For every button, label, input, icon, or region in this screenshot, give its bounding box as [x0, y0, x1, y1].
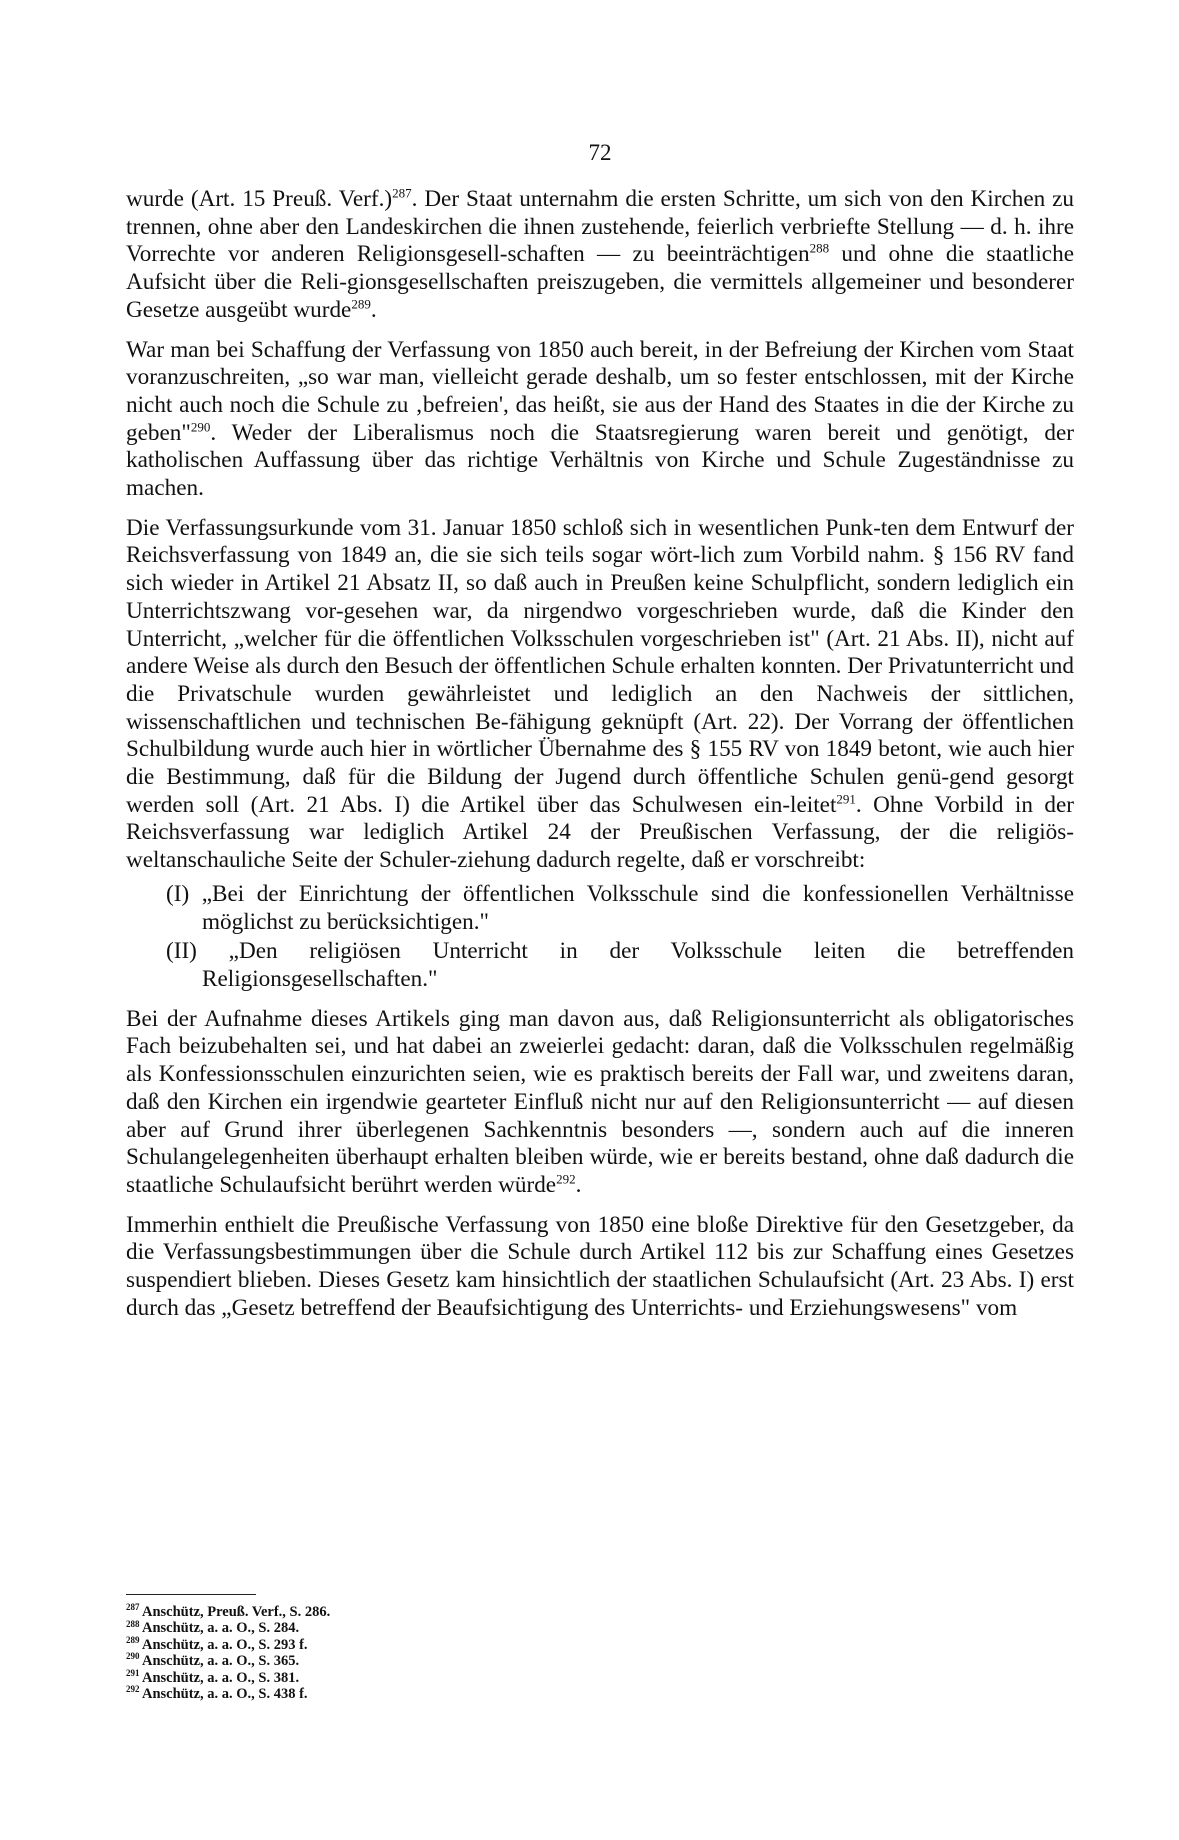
footnote-292: 292 Anschütz, a. a. O., S. 438 f. — [126, 1684, 308, 1703]
quote-article-24-1: (I) „Bei der Einrichtung der öffentlichen Volksschule sind die konfessionellen Verhältnisse möglichst zu berücksichtigen." — [166, 880, 1074, 935]
p1-text-a: wurde (Art. 15 Preuß. Verf.) — [126, 186, 393, 212]
footnotes — [126, 1604, 726, 1702]
p3-text-b: . Ohne Vorbild in der Reichsverfassung war lediglich Artikel 24 der Preußischen Verfassung, der die religiös-weltanschauliche Seite der Schuler-ziehung dadurch regelte, daß er vorschreibt: — [126, 791, 1074, 874]
page-number: 72 — [588, 140, 612, 165]
article-quote — [166, 881, 1074, 994]
page-body — [126, 140, 1074, 1334]
p1-text-d: . — [370, 296, 377, 323]
footnote-288: 288 Anschütz, a. a. O., S. 284. — [126, 1618, 300, 1637]
paragraph-4 — [126, 1006, 1074, 1200]
footnote-text: Anschütz, Preuß. Verf., S. 286. — [142, 1604, 331, 1620]
footnote-divider — [126, 1594, 256, 1595]
footnote-text: Anschütz, a. a. O., S. 381. — [142, 1669, 300, 1686]
footnote-ref-291[interactable]: 291 — [836, 791, 856, 807]
footnote-text: Anschütz, a. a. O., S. 438 f. — [142, 1686, 308, 1703]
paragraph-2 — [126, 337, 1074, 503]
p4-text-b: . — [575, 1171, 582, 1198]
footnote-289: 289 Anschütz, a. a. O., S. 293 f. — [126, 1634, 308, 1653]
p3-text-a: Die Verfassungsurkunde vom 31. Januar 1850 schloß sich in wesentlichen Punk-ten dem Entwurf der Reichsverfassung von 1849 an, die sie sich teils sogar wört-lich zum Vorbild nahm. § 156 RV fand sich wieder in Artikel 21 Absatz II, so daß auch in Preußen keine Schulpflicht, sondern lediglich ein Unterrichtszwang vor-gesehen war, da nirgendwo vorgeschrieben wurde, daß die Kinder den Unterricht, „welcher für die öffentlichen Volksschulen vorgeschrieben ist" (Art. 21 Abs. II), nicht auf andere Weise als durch den Besuch der öffentlichen Schule erhalten konnten. Der Privatunterricht und die Privatschule wurden gewährleistet und lediglich an den Nachweis der sittlichen, wissenschaftlichen und technischen Be-fähigung geknüpft (Art. 22). Der Vorrang der öffentlichen Schulbildung wurde auch hier in wörtlicher Übernahme des § 155 RV von 1849 betont, wie auch hier die Bestimmung, daß für die Bildung der Jugend durch öffentliche Schulen genü-gend gesorgt werden soll (Art. 21 Abs. I) die Artikel über das Schulwesen ein-leitet — [126, 514, 1074, 818]
footnote-287: 287 Anschütz, Preuß. Verf., S. 286. — [126, 1602, 331, 1620]
footnote-ref-287[interactable]: 287 — [392, 185, 412, 201]
footnote-text: Anschütz, a. a. O., S. 284. — [142, 1620, 300, 1637]
p2-text-b: . Weder der Liberalismus noch die Staatsregierung waren bereit und genötigt, der katholischen Auffassung über das richtige Verhältnis von Kirche und Schule Zugeständnisse zu machen. — [126, 419, 1074, 502]
p4-text-a: Bei der Aufnahme dieses Artikels ging man davon aus, daß Religionsunterricht als obligatorisches Fach beizubehalten sei, und hat dabei an zweierlei gedacht: daran, daß die Volksschulen regelmäßig als Konfessionsschulen einzurichten seien, wie es praktisch bereits der Fall war, und zweitens daran, daß den Kirchen ein irgendwie gearteter Einfluß nicht nur auf den Religionsunterricht — auf diesen aber auf Grund ihrer überlegenen Sachkenntnis besonders —, sondern auch auf die inneren Schulangelegenheiten überhaupt erhalten bleiben würde, wie er bereits bestand, ohne daß dadurch die staatliche Schulaufsicht berührt werden würde — [126, 1005, 1074, 1198]
footnote-text: Anschütz, a. a. O., S. 293 f. — [142, 1636, 308, 1653]
footnote-291: 291 Anschütz, a. a. O., S. 381. — [126, 1667, 300, 1686]
p1-text-c: und ohne die staatliche Aufsicht über die Reli-gionsgesellschaften preiszugeben, die vermittels allgemeiner und besonderer Gesetze ausgeübt wurde — [126, 241, 1074, 323]
paragraph-5: Immerhin enthielt die Preußische Verfassung von 1850 eine bloße Direktive für den Gesetzgeber, da die Verfassungsbestimmungen über die Schule durch Artikel 112 bis zur Schaffung eines Gesetzes suspendiert blieben. Dieses Gesetz kam hinsichtlich der staatlichen Schulaufsicht (Art. 23 Abs. I) erst durch das „Gesetz betreffend der Beaufsichtigung des Unterrichts- und Erziehungswesens" vom — [126, 1211, 1074, 1321]
footnote-text: Anschütz, a. a. O., S. 365. — [142, 1653, 300, 1670]
footnote-ref-288[interactable]: 288 — [809, 240, 830, 256]
footnote-ref-292[interactable]: 292 — [556, 1171, 576, 1187]
footnote-ref-289[interactable]: 289 — [351, 296, 371, 312]
footnote-ref-290[interactable]: 290 — [190, 418, 211, 434]
p2-text-a: War man bei Schaffung der Verfassung von 1850 auch bereit, in der Befreiung der Kirchen vom Staat voranzuschreiten, „so war man, vielleicht gerade deshalb, um so fester entschlossen, mit der Kirche nicht auch noch die Schule zu ‚befreien', das heißt, sie aus der Hand des Staates in die der Kirche zu geben" — [126, 336, 1074, 446]
quote-article-24-2: (II) „Den religiösen Unterricht in der Volksschule leiten die betreffenden Religionsgesellschaften." — [166, 938, 1074, 992]
paragraph-1 — [126, 186, 1074, 325]
p1-text-b: . Der Staat unternahm die ersten Schritte, um sich von den Kirchen zu trennen, ohne aber den Landeskirchen die ihnen zustehende, feierlich verbriefte Stellung — d. h. ihre Vorrechte vor anderen Religionsgesell-schaften — zu beeinträchtigen — [126, 186, 1075, 268]
paragraph-3 — [126, 515, 1074, 875]
footnote-290: 290 Anschütz, a. a. O., S. 365. — [126, 1651, 300, 1670]
